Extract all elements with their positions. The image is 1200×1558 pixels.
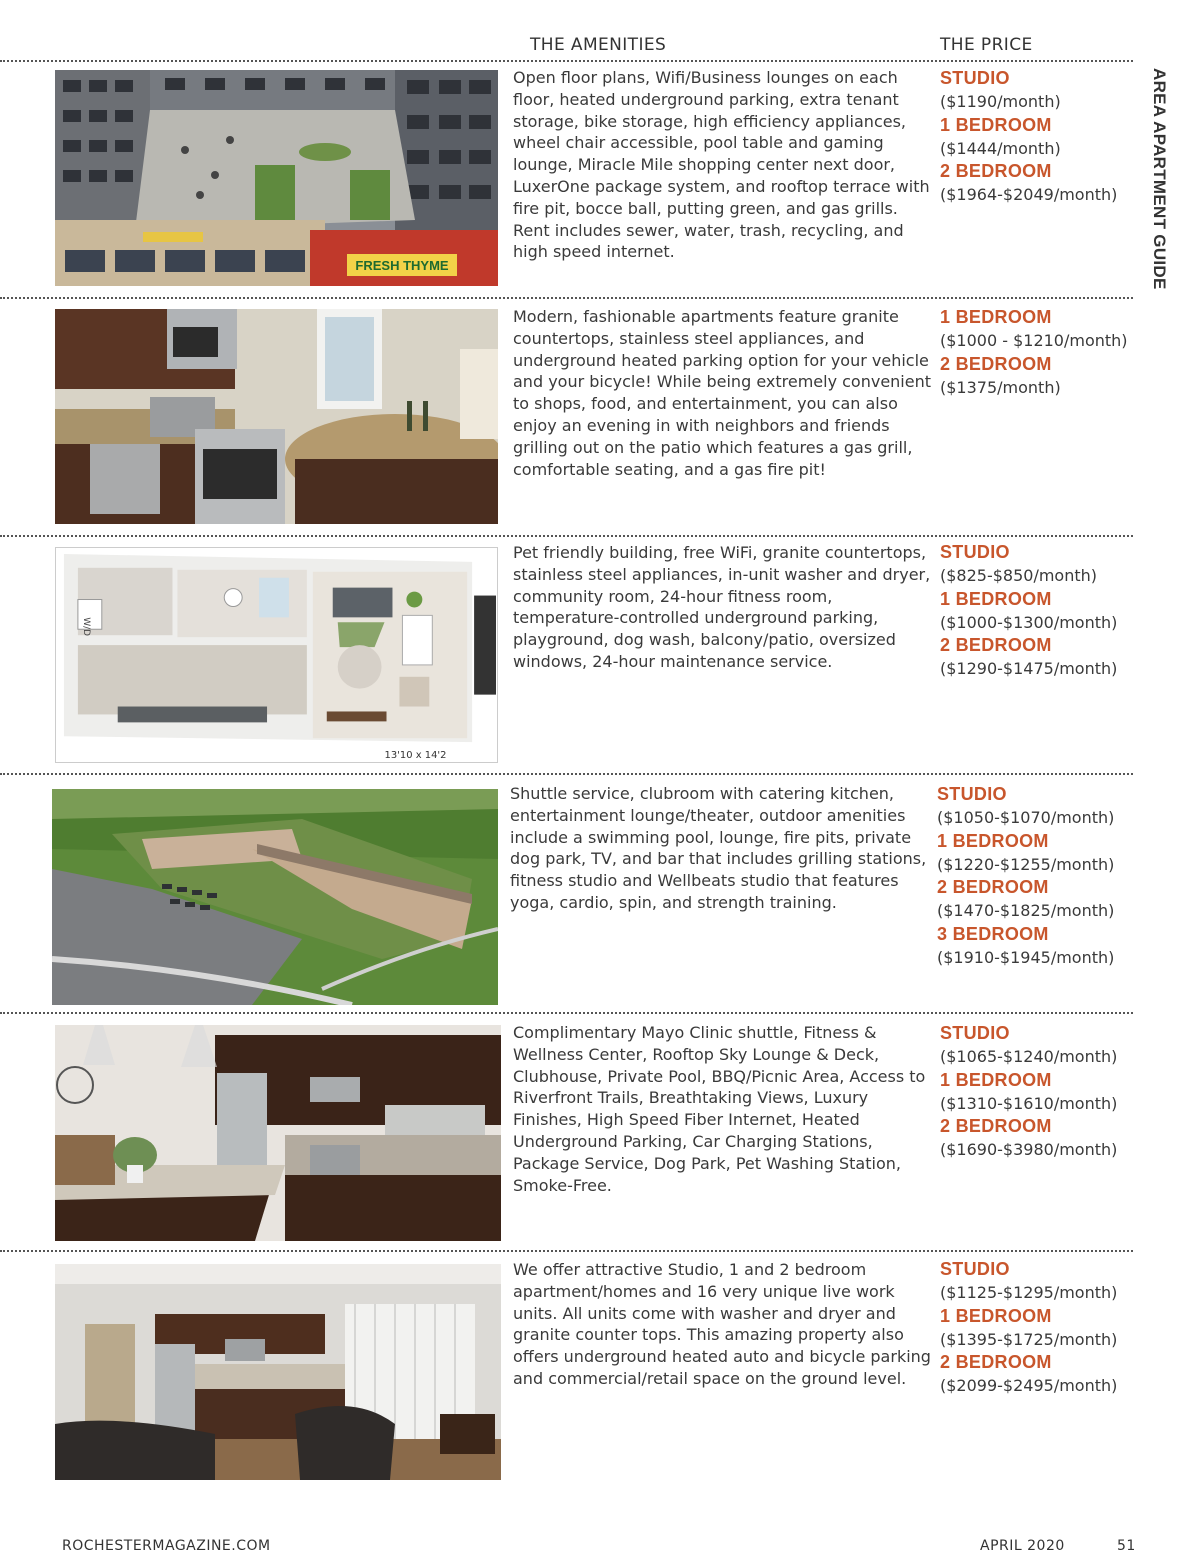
price-amount: ($1910-$1945/month) bbox=[937, 947, 1115, 967]
listing-2-prices bbox=[940, 306, 1140, 399]
price-type: 2 BEDROOM bbox=[940, 161, 1052, 181]
price-type: 1 BEDROOM bbox=[940, 588, 1052, 609]
listing-4-amenities: Shuttle service, clubroom with catering kitchen, entertainment lounge/theater, outdoor amenities include a swimming pool, lounge, fire pits, private dog park, TV, and bar that includes grilling stations, fitness studio and Wellbeats studio that features yoga, cardio, spin, and strength training. bbox=[510, 784, 927, 912]
listing-1-prices bbox=[940, 67, 1140, 207]
listing-1-photo-rooftop-courtyard bbox=[55, 70, 498, 286]
price-type: 3 BEDROOM bbox=[937, 923, 1049, 944]
listing-5-prices bbox=[940, 1022, 1140, 1162]
listing-5-amenities: Complimentary Mayo Clinic shuttle, Fitness & Wellness Center, Rooftop Sky Lounge & Deck, Clubhouse, Private Pool, BBQ/Picnic Area, Access to Riverfront Trails, Breathtaking Views, Luxury Finishes, High Speed Fiber Internet, Heated Underground Parking, Car Charging Stations, Package Service, Dog Park, Pet Washing Station, Smoke-Free. bbox=[513, 1023, 926, 1195]
price-amount: ($1375/month) bbox=[940, 377, 1061, 397]
listing-4-photo-aerial bbox=[52, 789, 498, 1005]
price-amount: ($1310-$1610/month) bbox=[940, 1093, 1118, 1113]
listing-4-prices bbox=[937, 783, 1137, 969]
price-amount: ($1065-$1240/month) bbox=[940, 1047, 1118, 1066]
row-divider bbox=[0, 1012, 1133, 1014]
footer-site[interactable]: ROCHESTERMAGAZINE.COM bbox=[62, 1538, 271, 1554]
price-amount: ($1964-$2049/month) bbox=[940, 185, 1118, 204]
listing-5-photo-kitchen-living bbox=[55, 1025, 501, 1241]
row-divider bbox=[0, 60, 1133, 62]
price-amount: ($1220-$1255/month) bbox=[937, 854, 1115, 874]
listing-6-photo-living-room bbox=[55, 1264, 501, 1480]
price-amount: ($1690-$3980/month) bbox=[940, 1140, 1118, 1159]
price-type: 2 BEDROOM bbox=[940, 1116, 1052, 1136]
listing-3-photo-floorplan bbox=[55, 547, 498, 763]
price-amount: ($1000-$1300/month) bbox=[940, 612, 1118, 632]
price-type: 2 BEDROOM bbox=[940, 1352, 1052, 1372]
price-amount: ($2099-$2495/month) bbox=[940, 1376, 1118, 1395]
footer-page-number: 51 bbox=[1117, 1538, 1136, 1554]
price-amount: ($1125-$1295/month) bbox=[940, 1283, 1118, 1302]
section-side-label: AREA APARTMENT GUIDE bbox=[1150, 68, 1169, 290]
row-divider bbox=[0, 535, 1133, 537]
price-type: STUDIO bbox=[937, 784, 1007, 804]
price-amount: ($825-$850/month) bbox=[940, 566, 1098, 585]
listing-2-amenities: Modern, fashionable apartments feature granite countertops, stainless steel appliances, and underground heated parking option for your vehicle and your bicycle! While being extremely convenient to shops, food, and entertainment, you can also enjoy an evening in with neighbors and friends grilling out on the patio which features a gas grill, comfortable seating, and a gas fire pit! bbox=[513, 307, 931, 479]
price-amount: ($1444/month) bbox=[940, 138, 1061, 158]
price-amount: ($1000 - $1210/month) bbox=[940, 331, 1128, 350]
listing-3-amenities: Pet friendly building, free WiFi, granite countertops, stainless steel appliances, in-unit washer and dryer, community room, 24-hour fitness room, temperature-controlled underground parking, playground, dog wash, balcony/patio, oversized windows, 24-hour maintenance service. bbox=[513, 543, 931, 671]
listing-1-amenities: Open floor plans, Wifi/Business lounges on each floor, heated underground parking, extra tenant storage, bike storage, high efficiency appliances, wheel chair accessible, pool table and gaming lounge, Miracle Mile shopping center next door, LuxerOne package system, and rooftop terrace with fire pit, bocce ball, putting green, and gas grills. Rent includes sewer, water, trash, recycling, and high speed internet. bbox=[513, 68, 930, 262]
listing-6-amenities: We offer attractive Studio, 1 and 2 bedroom apartment/homes and 16 very unique live work units. All units come with washer and dryer and granite counter tops. This amazing property also offers underground heated auto and bicycle parking and commercial/retail space on the ground level. bbox=[513, 1260, 931, 1388]
price-type: 1 BEDROOM bbox=[940, 1305, 1052, 1326]
row-divider bbox=[0, 297, 1133, 299]
price-column-header: THE PRICE bbox=[940, 35, 1033, 55]
footer-date: APRIL 2020 bbox=[980, 1538, 1065, 1554]
price-amount: ($1050-$1070/month) bbox=[937, 808, 1115, 827]
price-amount: ($1290-$1475/month) bbox=[940, 659, 1118, 678]
row-divider bbox=[0, 1250, 1133, 1252]
listing-3-prices bbox=[940, 541, 1140, 681]
price-type: 1 BEDROOM bbox=[937, 830, 1049, 851]
price-amount: ($1395-$1725/month) bbox=[940, 1329, 1118, 1349]
price-type: STUDIO bbox=[940, 542, 1010, 562]
price-type: STUDIO bbox=[940, 1259, 1010, 1279]
price-type: STUDIO bbox=[940, 1023, 1010, 1043]
price-type: 1 BEDROOM bbox=[940, 1069, 1052, 1090]
price-amount: ($1470-$1825/month) bbox=[937, 901, 1115, 920]
listing-2-photo-kitchen bbox=[55, 309, 498, 524]
price-type: 2 BEDROOM bbox=[940, 353, 1052, 374]
price-type: 2 BEDROOM bbox=[940, 635, 1052, 655]
fresh-thyme-sign-text: FRESH THYME bbox=[355, 258, 449, 273]
amenities-column-header: THE AMENITIES bbox=[530, 35, 667, 55]
listing-6-prices bbox=[940, 1258, 1140, 1398]
row-divider bbox=[0, 773, 1133, 775]
price-type: 1 BEDROOM bbox=[940, 307, 1052, 327]
price-type: STUDIO bbox=[940, 68, 1010, 88]
room-dimension-label: 13'10 x 14'2 bbox=[384, 750, 447, 762]
price-type: 1 BEDROOM bbox=[940, 114, 1052, 135]
price-type: 2 BEDROOM bbox=[937, 877, 1049, 897]
wd-label: W/D bbox=[80, 617, 91, 637]
price-amount: ($1190/month) bbox=[940, 92, 1061, 111]
